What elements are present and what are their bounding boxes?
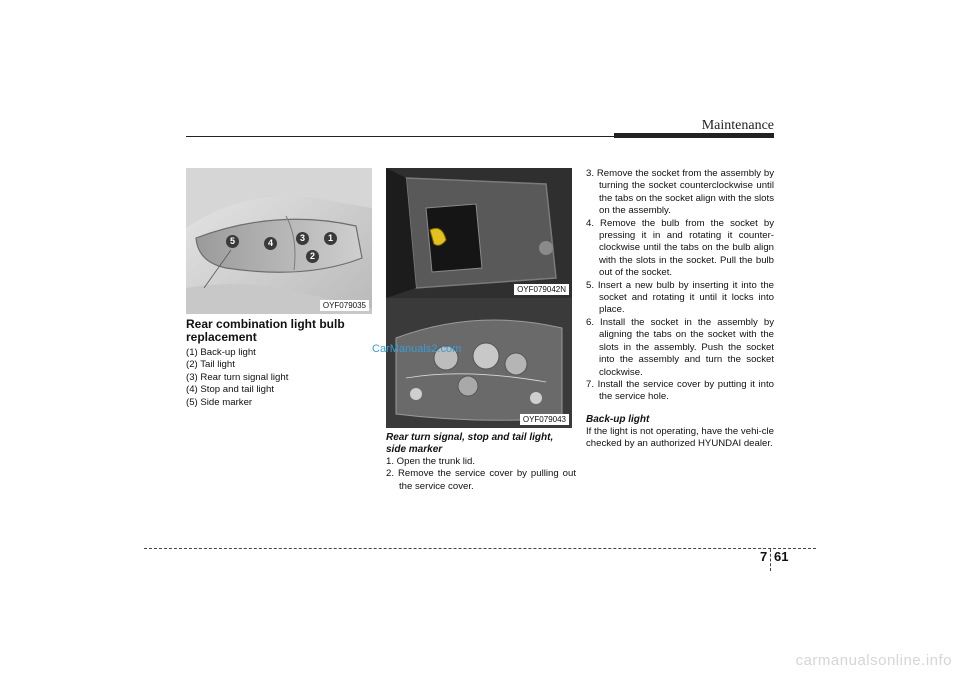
middle-column (386, 432, 576, 493)
list-item: (2) Tail light (186, 359, 235, 371)
socket-illustration (386, 298, 572, 428)
page-separator (770, 549, 771, 571)
rear-light-illustration (186, 168, 372, 314)
figure-code: OYF079035 (320, 300, 369, 311)
list-item: 1. Open the trunk lid. (386, 456, 476, 467)
subsection-heading: Rear turn signal, stop and tail light, side marker (386, 432, 554, 455)
list-item: (3) Rear turn signal light (186, 371, 289, 383)
list-item: 3. Remove the socket from the assembly by turning the socket counterclockwise until the tabs on the socket align with the slots on the assembly. (586, 168, 774, 217)
list-item: (5) Side marker (186, 396, 253, 408)
figure-rear-combination-light (186, 168, 372, 314)
watermark-corner: carmanualsonline.info (795, 652, 952, 669)
callout-1: 1 (324, 232, 337, 245)
list-item: 2. Remove the service cover by pulling out the service cover. (386, 468, 576, 492)
trunk-illustration (386, 168, 572, 298)
figure-bulb-sockets (386, 298, 572, 428)
steps-list (386, 456, 576, 493)
figure-trunk-service-cover (386, 168, 572, 298)
section-title: Maintenance (701, 118, 774, 133)
list-item: (4) Stop and tail light (186, 384, 274, 396)
header-rule (186, 136, 614, 137)
figure-code: OYF079043 (520, 414, 569, 425)
callout-5: 5 (226, 235, 239, 248)
list-item: 5. Insert a new bulb by inserting it into the socket and rotating it until it locks into place. (586, 279, 774, 316)
right-column (586, 168, 774, 451)
page-number: 61 (774, 549, 789, 564)
steps-list (586, 168, 774, 404)
callout-3: 3 (296, 232, 309, 245)
list-item: 4. Remove the bulb from the socket by pressing it in and rotating it counter-clockwise until the tabs on the bulb align with the slots in the socket. Pull the bulb out of the socket. (586, 217, 774, 279)
footer-rule (144, 548, 816, 549)
subsection-heading: Back-up light (586, 413, 650, 425)
list-item: (1) Back-up light (186, 347, 256, 358)
list-item: 6. Install the socket in the assembly by aligning the tabs on the socket with the slots in the assembly. Push the socket into the assembly and turn the socket clockwise. (586, 316, 774, 378)
list-item: 7. Install the service cover by putting it into the service hole. (586, 378, 774, 403)
bulb-list (186, 347, 372, 409)
chapter-number: 7 (760, 549, 768, 564)
header-bar (614, 133, 774, 138)
callout-4: 4 (264, 237, 277, 250)
figure-code: OYF079042N (514, 284, 569, 295)
callout-2: 2 (306, 250, 319, 263)
paragraph: If the light is not operating, have the vehi-cle checked by an authorized HYUNDAI dealer. (586, 425, 774, 450)
section-heading: Rear combination light bulb replacement (186, 317, 345, 344)
watermark-link[interactable]: CarManuals2.com (372, 343, 462, 355)
left-column (186, 318, 372, 409)
